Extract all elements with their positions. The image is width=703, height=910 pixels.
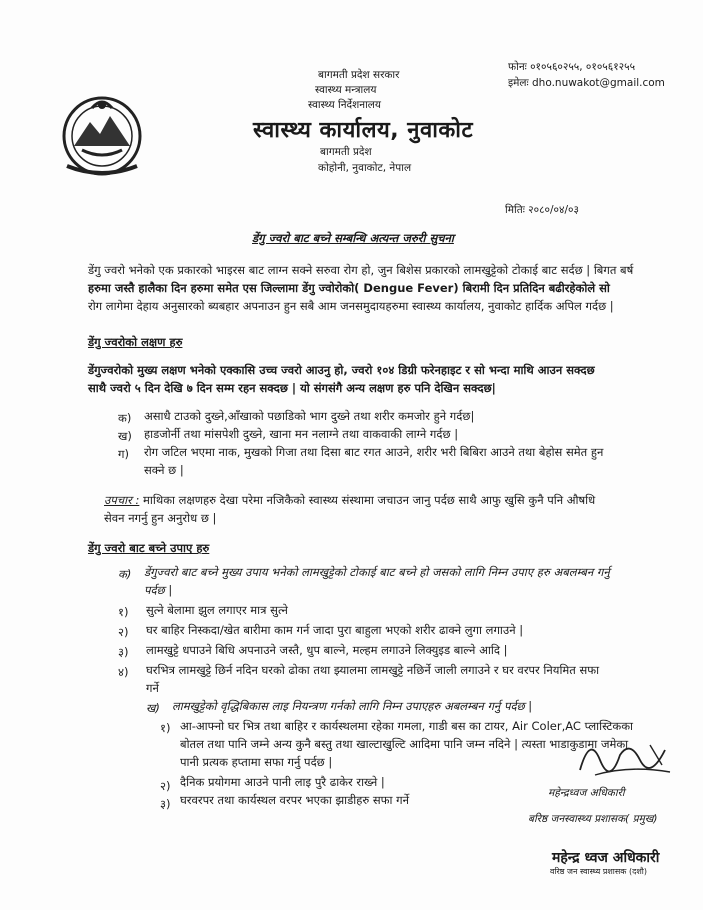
prev-b-mark: ख) bbox=[146, 701, 160, 715]
prev-b-item-3: घरवरपर तथा कार्यस्थल वरपर भएका झाडीहरु सफा गर्ने bbox=[180, 793, 410, 807]
signature-scribble-icon bbox=[570, 730, 680, 785]
treatment-line bbox=[104, 492, 595, 509]
intro-line-2: हरुमा जस्तै हालैका दिन हरुमा समेत एस जिल्लामा डेंगु ज्वोरोको( Dengue Fever) बिरामी दिन प्रतिदिन बढीरहेकोले सो bbox=[88, 281, 610, 295]
prev-a-mark: क) bbox=[118, 567, 132, 581]
letter-date: मितिः २०८०/०४/०३ bbox=[505, 204, 579, 216]
prev-b-item-1: आ-आफ्नो घर भित्र तथा बाहिर र कार्यस्थलमा रहेका गमला, गाडी बस का टायर, Air Coler,AC प्लास्टिकका bbox=[180, 719, 633, 733]
intro-line-3: रोग लागेमा देहाय अनुसारको ब्यबहार अपनाउन हुन सबै आम जनसमुदायहरुमा स्वास्थ्य कार्यालय, नुवाकोट हार्दिक अपिल गर्दछ | bbox=[88, 299, 614, 313]
office-title: स्वास्थ्य कार्यालय, नुवाकोट bbox=[253, 118, 474, 143]
intro-line-1: डेंगु ज्वरो भनेको एक प्रकारको भाइरस बाट लाग्न सक्ने सरुवा रोग हो, जुन बिशेस प्रकारको लामखुट्टेको टोकाई बाट सर्दछ | बिगत बर्ष bbox=[88, 263, 634, 277]
symptom-a: असाधै टाउको दुख्ने,आँखाको पछाडिको भाग दुख्ने तथा शरीर कमजोर हुने गर्दछ| bbox=[144, 409, 475, 423]
stamp-designation: वरिष्ठ जन स्वास्थ्य प्रशासक (दशौ) bbox=[550, 867, 647, 876]
prev-b-mark-1: १) bbox=[160, 721, 171, 735]
prev-a-mark-3: ३) bbox=[118, 645, 129, 659]
treatment-label: उपचार : bbox=[104, 493, 140, 507]
notice-heading: डेंगु ज्वरो बाट बच्ने सम्बन्धि अत्यन्त जरुरी सुचना bbox=[252, 231, 454, 245]
signatory-name-written: महेन्द्रध्वज अधिकारी bbox=[548, 787, 625, 799]
symptoms-heading: डेंगु ज्वरोको लक्षण हरु bbox=[88, 335, 183, 349]
prev-a-item-4-cont: गर्ने bbox=[146, 681, 159, 695]
prev-b-item-2: दैनिक प्रयोगमा आउने पानी लाइ पुरै ढाकेर राख्ने | bbox=[180, 775, 385, 789]
signatory-designation-written: बरिष्ठ जनस्वास्थ्य प्रशासक( प्रमुख) bbox=[528, 813, 658, 825]
prev-a-text: डेंगुज्वरो बाट बच्ने मुख्य उपाय भनेको लामखुट्टेको टोकाई बाट बच्ने हो जसको लागि निम्न उपाए हरु अबलम्बन गर्नु bbox=[144, 565, 610, 579]
prev-a-mark-2: २) bbox=[118, 625, 129, 639]
prev-b-item-1-cont2: पानी प्रत्यक हप्तामा सफा गर्नु पर्दछ | bbox=[180, 755, 333, 769]
symptom-mark-a: क) bbox=[118, 411, 132, 425]
letterhead-line3: स्वास्थ्य निर्देशनालय bbox=[308, 99, 382, 111]
symptoms-text-1: डेंगुज्वरोको मुख्य लक्षण भनेको एक्कासि उच्च ज्वरो आउनु हो, ज्वरो १०४ डिग्री फरेनहाइट र सो भन्दा माथि आउन सक्दछ bbox=[88, 363, 595, 377]
prev-a-cont: पर्दछ | bbox=[144, 583, 173, 597]
letterhead-line1: बागमती प्रदेश सरकार bbox=[318, 69, 400, 81]
prev-a-item-4: घरभित्र लामखुट्टे छिर्न नदिन घरको ढोका तथा झ्यालमा लामखुट्टे नछिर्ने जाली लगाउने र घर वरपर नियमित सफा bbox=[146, 663, 600, 677]
symptom-c: रोग जटिल भएमा नाक, मुखको गिजा तथा दिसा बाट रगत आउने, शरीर भरी बिबिरा आउने तथा बेहोस समेत हुन bbox=[144, 445, 604, 459]
nepal-emblem-icon bbox=[52, 88, 152, 178]
prev-a-mark-1: १) bbox=[118, 605, 129, 619]
prev-b-text: लामखुट्टेको वृद्धिबिकास लाइ नियन्त्रण गर्नको लागि निम्न उपाएहरु अबलम्बन गर्नु पर्दछ | bbox=[172, 699, 533, 713]
email-address: इमेलः dho.nuwakot@gmail.com bbox=[508, 77, 665, 89]
symptom-mark-b: ख) bbox=[118, 429, 132, 443]
prev-a-mark-4: ४) bbox=[118, 665, 129, 679]
prev-a-item-1: सुत्ने बेलामा झुल लगाएर मात्र सुत्ने bbox=[146, 603, 288, 617]
prev-b-item-1-cont1: बोतल तथा पानि जम्ने अन्य कुनै बस्तु तथा खाल्टाखुल्टि आदिमा पानि जम्न नदिने | त्यस्ता भाडाकुडामा जमेका bbox=[180, 737, 629, 751]
prev-b-mark-3: ३) bbox=[160, 797, 171, 811]
treatment-text: माथिका लक्षणहरु देखा परेमा नजिकैको स्वास्थ्य संस्थामा जचाउन जानु पर्दछ साथै आफु खुसि कुनै पनि औषधि bbox=[139, 493, 596, 507]
symptoms-text-2: साथै ज्वरो ५ दिन देखि ७ दिन सम्म रहन सक्दछ | यो संगसंगै अन्य लक्षण हरु पनि देखिन सक्दछ| bbox=[88, 381, 496, 395]
treatment-cont: सेवन नगर्नु हुन अनुरोध छ | bbox=[104, 511, 217, 525]
letterhead-province: बागमती प्रदेश bbox=[320, 146, 372, 158]
phone-number: फोनः ०१०५६०२५५, ०१०५६१२५५ bbox=[508, 61, 636, 73]
letterhead-line2: स्वास्थ्य मन्त्रालय bbox=[315, 84, 377, 96]
stamp-name: महेन्द्र ध्वज अधिकारी bbox=[552, 850, 660, 866]
letterhead-location: कोहोनी, नुवाकोट, नेपाल bbox=[318, 162, 412, 174]
prevention-heading: डेंगु ज्वरो बाट बच्ने उपाए हरु bbox=[88, 541, 210, 555]
prev-a-item-3: लामखुट्टे धपाउने बिधि अपनाउने जस्तै, धुप बाल्ने, मल्हम लगाउने लिक्युइड बाल्ने आदि | bbox=[146, 643, 508, 657]
prev-b-mark-2: २) bbox=[160, 779, 171, 793]
symptom-mark-c: ग) bbox=[118, 447, 129, 461]
symptom-c-cont: सक्ने छ | bbox=[144, 463, 184, 477]
symptom-b: हाडजोर्नी तथा मांसपेशी दुख्ने, खाना मन नलाग्ने तथा वाकवाकी लाग्ने गर्दछ | bbox=[144, 427, 459, 441]
prev-a-item-2: घर बाहिर निस्कदा/खेत बारीमा काम गर्न जादा पुरा बाहुला भएको शरीर ढाक्ने लुगा लगाउने | bbox=[146, 623, 524, 637]
